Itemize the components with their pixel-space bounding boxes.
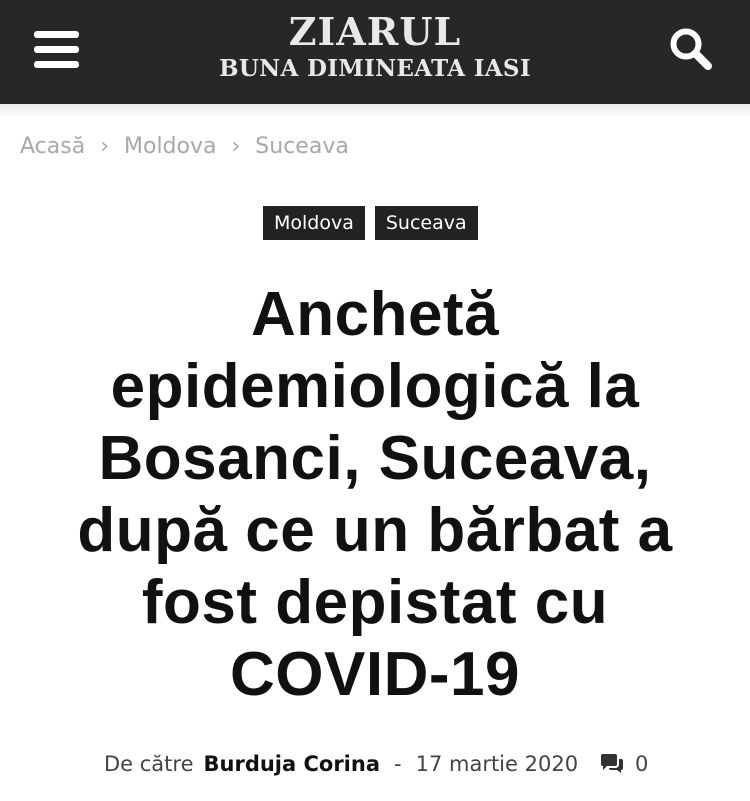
breadcrumb-item-home[interactable]: Acasă bbox=[20, 133, 86, 159]
tag-moldova[interactable]: Moldova bbox=[263, 206, 365, 240]
menu-bar bbox=[34, 31, 79, 38]
search-icon[interactable] bbox=[668, 26, 716, 72]
meta-separator: - bbox=[394, 752, 402, 776]
site-header bbox=[0, 0, 750, 104]
breadcrumb-separator: › bbox=[231, 133, 241, 159]
breadcrumb-separator: › bbox=[100, 133, 109, 159]
comments-count: 0 bbox=[635, 752, 649, 776]
logo-subtitle: BUNA DIMINEATA IASI bbox=[219, 55, 531, 82]
breadcrumb-item-suceava[interactable]: Suceava bbox=[255, 133, 349, 159]
title-line: COVID-19 bbox=[230, 640, 520, 709]
logo-title: ZIARUL bbox=[288, 9, 462, 54]
title-line: Anchetă bbox=[250, 280, 500, 349]
author-link[interactable]: Burduja Corina bbox=[203, 752, 381, 776]
author-prefix: De către bbox=[104, 752, 194, 776]
menu-bar bbox=[34, 61, 79, 68]
breadcrumb-item-moldova[interactable]: Moldova bbox=[124, 133, 217, 159]
title-line: Bosanci, Suceava, bbox=[98, 424, 652, 493]
title-line: fost depistat cu bbox=[141, 568, 609, 637]
site-logo[interactable] bbox=[170, 10, 580, 92]
breadcrumb bbox=[20, 128, 349, 164]
title-line: epidemiologică la bbox=[110, 352, 640, 421]
header-shadow bbox=[0, 104, 750, 118]
menu-bar bbox=[34, 46, 79, 53]
category-tags bbox=[263, 206, 478, 240]
hamburger-menu-icon[interactable] bbox=[32, 28, 82, 72]
title-line: după ce un bărbat a bbox=[77, 496, 673, 565]
article-meta bbox=[104, 746, 664, 782]
publish-date: 17 martie 2020 bbox=[415, 752, 579, 776]
article-title bbox=[40, 279, 710, 711]
tag-suceava[interactable]: Suceava bbox=[375, 206, 478, 240]
comments-link[interactable] bbox=[599, 746, 648, 782]
comments-icon bbox=[599, 753, 625, 775]
